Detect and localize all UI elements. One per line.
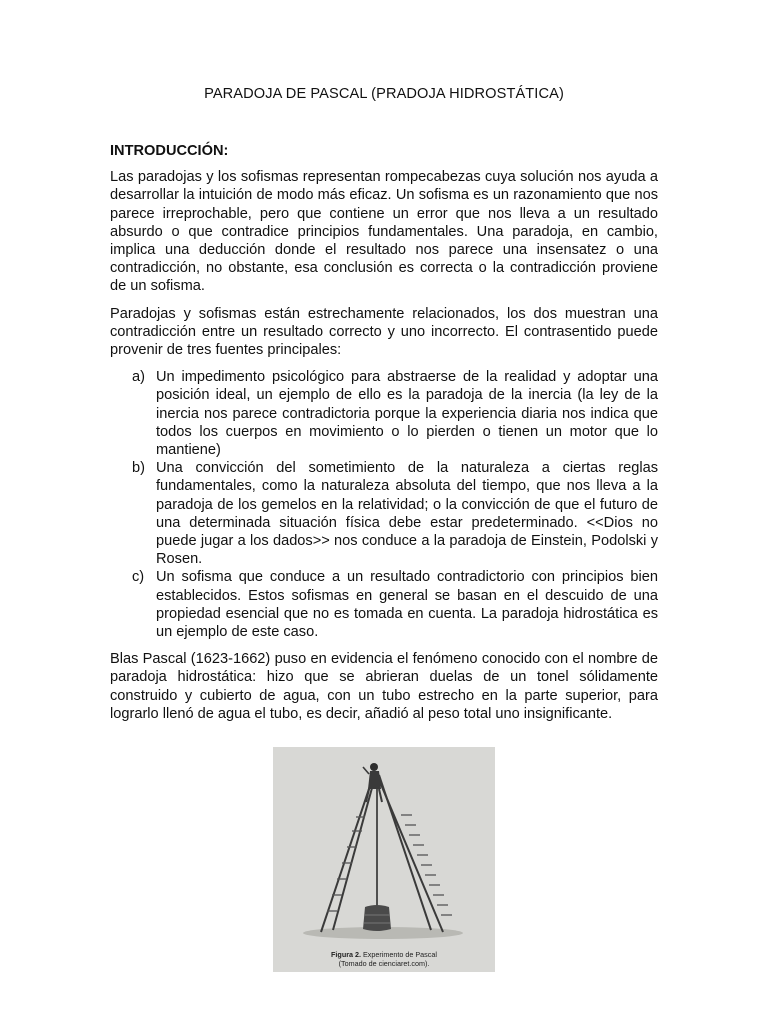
section-heading: INTRODUCCIÓN: <box>110 143 229 159</box>
paragraph-sources: Paradojas y sofismas están estrechamente relacionados, los dos muestran una contradicción entre un resultado correcto y uno incorrecto. El contrasentido puede provenir de tres fuentes principales: <box>110 305 658 359</box>
paragraph-pascal: Blas Pascal (1623-1662) puso en evidencia el fenómeno conocido con el nombre de paradoja hidrostática: hizo que se abrieran duelas de un tonel sólidamente construido y cubierto de agua, con un tubo estrecho en la parte superior, para lograrlo llenó de agua el tubo, es decir, añadió al peso total uno insignificante. <box>110 651 658 722</box>
paragraph-intro: Las paradojas y los sofismas representan rompecabezas cuya solución nos ayuda a desarrollar la intuición de modo más eficaz. Un sofisma es un razonamiento que nos parece irreprochable, pero que contiene un error que nos lleva a un resultado absurdo o que contradice principios fundamentales. Una paradoja, en cambio, implica una deducción donde el resultado nos parece una insensatez o una contradicción, no obstante, esa conclusión es correcta o la contradicción proviene de un sofisma. <box>110 169 658 295</box>
list-item <box>110 459 658 568</box>
list-marker: a) <box>132 369 145 386</box>
sources-list <box>110 368 658 641</box>
list-item-text: Un impedimento psicológico para abstraerse de la realidad y adoptar una posición ideal, un ejemplo de ello es la paradoja de la inercia (la ley de la inercia nos parece contradictoria porque la experiencia diaria nos indica que todos los cuerpos en movimiento o lo pierden o tienen un motor que lo mantiene) <box>156 369 658 459</box>
figure-caption-source: (Tomado de cienciaret.com). <box>338 959 430 968</box>
figure-caption-text: Experimento de Pascal <box>361 950 437 959</box>
list-marker: b) <box>132 460 145 477</box>
list-item <box>110 368 658 459</box>
list-item-text: Una convicción del sometimiento de la naturaleza a ciertas reglas fundamentales, como la naturaleza absoluta del tiempo, que nos lleva a la paradoja de los gemelos en la relatividad; o la convicción de que el futuro de una determinada situación física debe estar predeterminado. <<Dios no puede jugar a los dados>> nos conduce a la paradoja de Einstein, Podolski y Rosen. <box>156 460 658 568</box>
list-item-text: Un sofisma que conduce a un resultado contradictorio con principios bien establecidos. Estos sofismas en general se basan en el descuido de una propiedad esencial que no es tomada en cuenta. La paradoja hidrostática es un ejemplo de este caso. <box>156 569 658 641</box>
list-item <box>110 568 658 641</box>
pascal-barrel-illustration <box>273 747 495 947</box>
figure-caption-label: Figura 2. <box>331 950 362 959</box>
document-title: PARADOJA DE PASCAL (PRADOJA HIDROSTÁTICA) <box>204 86 564 102</box>
list-marker: c) <box>132 569 145 586</box>
document-body <box>110 142 658 732</box>
figure-caption <box>273 950 495 959</box>
pascal-experiment-figure <box>273 747 495 972</box>
